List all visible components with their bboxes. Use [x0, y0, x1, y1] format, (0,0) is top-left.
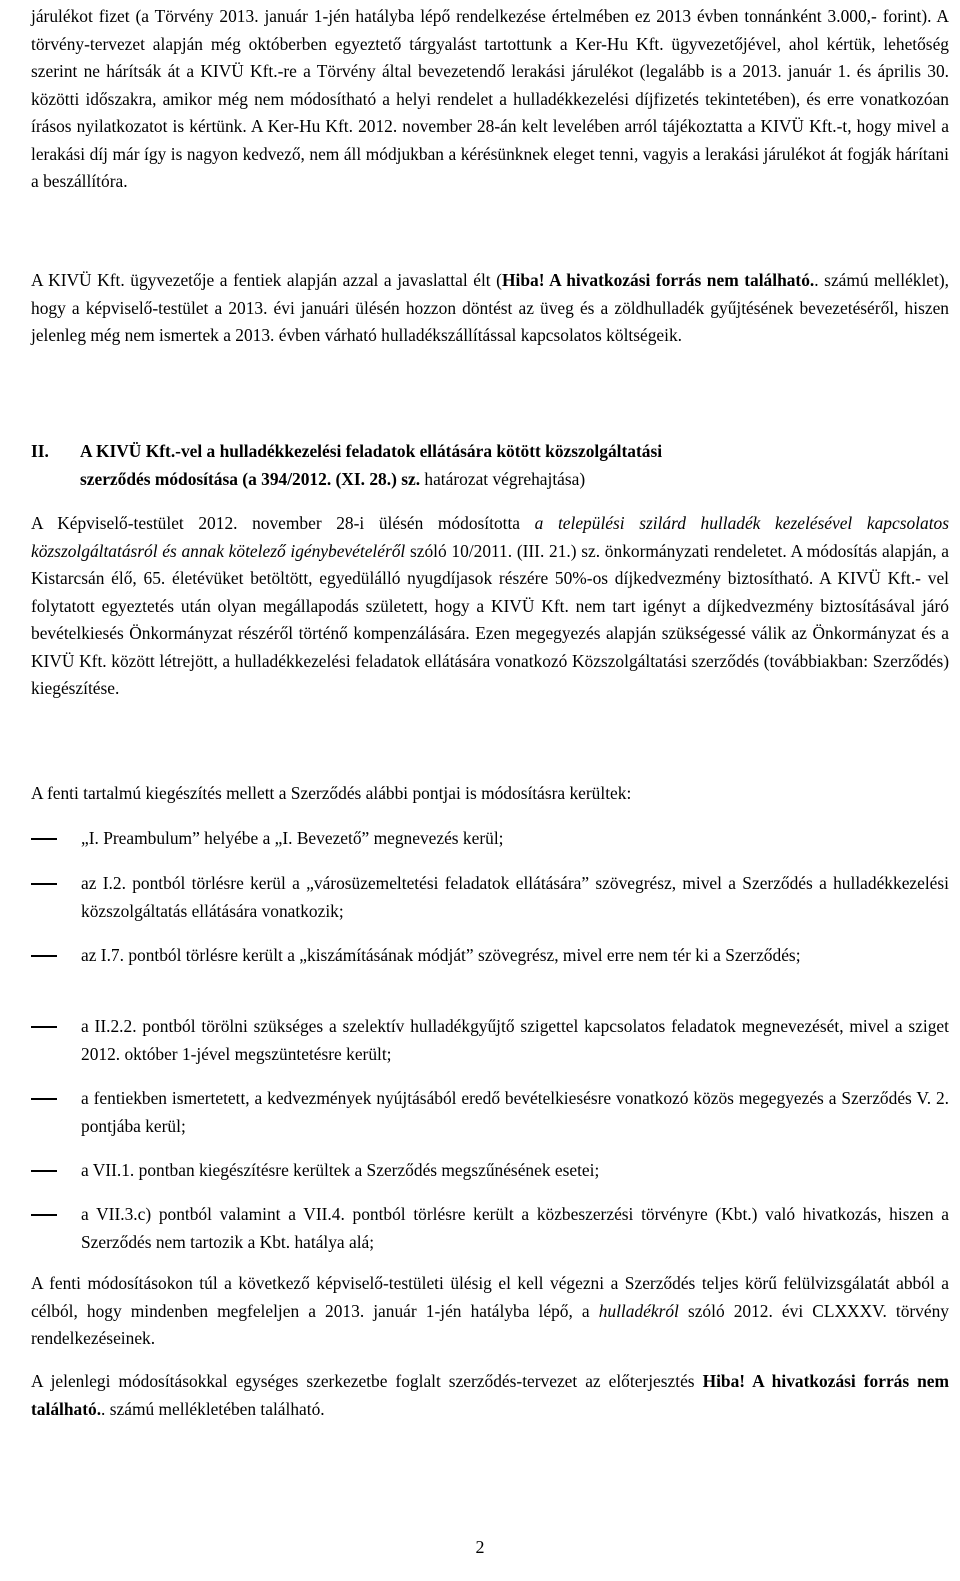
text-line: és április 30. közötti időszakra, amikor még nem módosítható a helyi rendelet a	[31, 61, 949, 109]
regulation-title: a települési szilárd hulladék	[534, 513, 761, 533]
section-title-line1: A KIVÜ Kft.-vel a hulladékkezelési feladatok ellátására kötött közszolgáltatási	[80, 441, 663, 461]
text-line: Kft. között létrejött, a hulladékkezelési feladatok ellátására vonatkozó Közszolgáltatási	[79, 650, 687, 671]
text-segment: szóló 10/2011.	[405, 540, 513, 561]
list-item	[31, 1201, 949, 1256]
text-line: döntést az üveg és a zöldhulladék gyűjtésének bevezetéséről, hiszen jelenleg még nem	[31, 297, 949, 345]
text-line: évben tonnánként 3.000,- forint). A törvény-tervezet alapján még októberben egyeztető	[31, 6, 949, 54]
text-line: tárgyalást tartottunk a Ker-Hu Kft. ügyvezetőjével, ahol kértük, lehetőség szerint ne hárítsák	[31, 33, 949, 81]
text-line: vel folytatott egyeztetés után olyan megállapodás született, hogy a KIVÜ Kft. nem tart igényt	[31, 568, 949, 616]
paragraph-intro-list	[31, 780, 949, 808]
section-heading-2	[31, 437, 949, 493]
list-item-text: közös megegyezés a Szerződés V. 2. pontjába kerül;	[81, 1088, 949, 1136]
text-line: szerződés (továbbiakban: Szerződés) kiegészítése.	[31, 650, 949, 698]
section-number: II.	[31, 441, 49, 461]
list-item-text: a II.2.2. pontból törölni szükséges a szelektív hulladékgyűjtő szigettel kapcsolatos	[81, 1016, 666, 1036]
list-item-text: a fentiekben ismertetett, a kedvezmények nyújtásából eredő bevételkiesésre vonatkozó	[81, 1088, 689, 1108]
text-line: kompenzálására. Ezen megegyezés alapján szükségessé válik az Önkormányzat és a KIVÜ	[31, 623, 949, 671]
dash-bullet	[31, 883, 57, 885]
regulation-title: kezelésével kapcsolatos közszolgáltatásról és annak kötelező igénybevételéről	[31, 513, 949, 561]
section-title-line2: szerződés módosítása (a 394/2012. (XI. 28.) sz.	[80, 469, 421, 489]
text-line: ismertek a 2013. évben várható hulladékszállítással kapcsolatos költségeik.	[158, 325, 683, 345]
page-number: 2	[475, 1537, 485, 1557]
list-item	[31, 870, 949, 925]
section-title-line2-normal: határozat végrehajtása)	[420, 469, 586, 489]
text-line: A jelenlegi módosításokkal egységes szerkezetbe foglalt szerződés-tervezet az előterjesztés	[31, 1371, 695, 1391]
text-segment: A Képviselő-testület 2012. november 28-i ülésén módosította	[31, 513, 535, 533]
paragraph-review	[31, 1270, 949, 1353]
dash-bullet	[31, 1026, 57, 1028]
text-line: a díjkedvezmény biztosításával járó bevételkiesés Önkormányzat részéről történő	[31, 595, 949, 643]
paragraph-landfill-fee	[31, 3, 949, 196]
paragraph-amendment	[31, 510, 949, 703]
list-item-text: a VII.3.c) pontból valamint a VII.4. pontból törlésre került a közbeszerzési törvényre	[81, 1204, 708, 1224]
list-item-text: (Kbt.) való hivatkozás, hiszen a Szerződés nem tartozik a Kbt. hatálya alá;	[81, 1204, 949, 1252]
text-line: járulékot fizet (a Törvény 2013. január 1-jén hatályba lépő rendelkezése értelmében ez 2013	[31, 6, 692, 26]
text-line: (III. 21.) sz. önkormányzati rendeletet. A módosítás alapján, a Kistarcsán élő, 65. életévüket	[31, 540, 949, 588]
list-item-text: az I.2. pontból törlésre kerül a „városüzemeltetési feladatok ellátására” szövegrész,	[81, 873, 677, 893]
text-line: A fenti tartalmú kiegészítés mellett a Szerződés alábbi pontjai is módosításra kerültek:	[31, 783, 632, 803]
list-item	[31, 1157, 949, 1185]
text-line: tenni, vagyis a lerakási járulékot át fogják hárítani a beszállítóra.	[31, 143, 949, 191]
reference-error: nem található.	[706, 270, 815, 290]
list-item	[31, 942, 949, 970]
text-line: teljes körű felülvizsgálatát abból a célból, hogy mindenben megfeleljen a 2013. január 1-jén	[31, 1273, 949, 1321]
paragraph-contract-draft	[31, 1368, 949, 1423]
text-line: betöltött, egyedülálló nyugdíjasok részére 50%-os díjkedvezmény biztosítható. A KIVÜ Kft.-	[250, 568, 921, 588]
list-item-text: „I. Preambulum” helyébe a „I. Bevezető” megnevezés kerül;	[81, 828, 504, 848]
dash-bullet	[31, 1098, 57, 1100]
text-segment: szóló 2012. évi CLXXXV. törvény rendelkezéseinek.	[31, 1300, 949, 1348]
dash-bullet	[31, 1214, 57, 1216]
text-segment: hatályba lépő, a	[470, 1300, 599, 1321]
text-segment: A KIVÜ Kft. ügyvezetője a fentiek alapján azzal a javaslattal élt (	[31, 270, 502, 290]
reference-error: Hiba! A hivatkozási forrás	[501, 270, 702, 290]
text-segment: . számú melléklet), hogy a képviselő-testület a 2013. évi januári ülésén hozzon	[31, 270, 949, 318]
list-item-text: a VII.1. pontban kiegészítésre kerültek a Szerződés megszűnésének esetei;	[81, 1160, 600, 1180]
list-item-text: az I.7. pontból törlésre került a „kiszámításának módját” szövegrész, mivel erre nem	[81, 945, 669, 965]
text-segment: . számú mellékletében található.	[101, 1398, 325, 1419]
list-item-text: feladatok megnevezését, mivel a sziget 2012. október 1-jével megszüntetésre került;	[81, 1016, 949, 1064]
list-item-text: mivel a Szerződés a hulladékkezelési közszolgáltatás ellátására vonatkozik;	[81, 873, 949, 921]
dash-bullet	[31, 1170, 57, 1172]
text-line: hulladékkezelési díjfizetés tekintetében), és erre vonatkozóan írásos nyilatkozatot is kértünk.	[31, 88, 949, 136]
text-line: A fenti módosításokon túl a következő képviselő-testületi ülésig el kell végezni a Szerződés	[31, 1273, 696, 1293]
text-line: A Ker-Hu Kft. 2012. november 28-án kelt levelében arról tájékoztatta a KIVÜ Kft.-t, hogy	[250, 116, 892, 136]
dash-bullet	[31, 955, 57, 957]
dash-bullet	[31, 838, 57, 840]
list-item	[31, 1013, 949, 1068]
list-item	[31, 1085, 949, 1140]
text-line: mivel a lerakási díj már így is nagyon kedvező, nem áll módjukban a kérésünknek eleget	[31, 116, 949, 164]
list-item	[31, 825, 949, 853]
list-item-text: tér ki a Szerződés;	[672, 945, 801, 965]
reference-error: Hiba! A hivatkozási forrás nem található.	[31, 1371, 949, 1419]
paragraph-proposal	[31, 267, 949, 350]
law-title: hulladékról	[598, 1300, 679, 1321]
text-line: át a KIVÜ Kft.-re a Törvény által bevezetendő lerakási járulékot (legalább is a 2013. január 1.	[167, 61, 851, 81]
